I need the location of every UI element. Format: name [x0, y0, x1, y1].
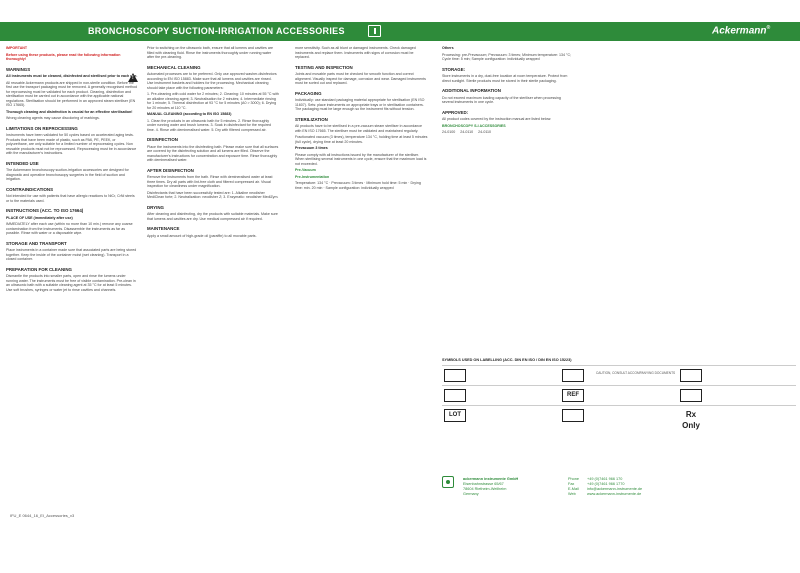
lot-icon: LOT	[444, 409, 466, 422]
sterilization-text: All products have to be sterilised in a pre-vacuum steam steriliser in accordance with EN ISO 17665. The steriliser must be validated and maintained regularly.	[295, 124, 423, 133]
footer-contact-values	[587, 477, 642, 497]
phone-label: Phone	[568, 477, 579, 481]
product-code: 24-0110	[478, 130, 492, 134]
product-code: 24-0100	[442, 130, 456, 134]
sterilization-params: Temperature: 134 °C · Prevacuum: 3 times · Minimum hold time: 5 min · Drying time: min. 20 min · Sample configuration: individually wrapped	[295, 181, 421, 190]
product-line: BRONCHOSCOPY S-I ACCESSORIES	[442, 123, 506, 128]
company-name: ackermann instrumente GmbH	[463, 477, 519, 481]
maintenance-heading: MAINTENANCE	[147, 226, 180, 231]
storage-transport-heading: STORAGE AND TRANSPORT	[6, 240, 67, 246]
approved-text: All product codes covered by the instruction manual are listed below:	[442, 117, 552, 121]
intended-use-heading: INTENDED USE	[6, 160, 39, 166]
symbol-label: CAUTION, CONSULT ACCOMPANYING DOCUMENTS	[596, 371, 676, 375]
preparation-heading: PREPARATION FOR CLEANING	[6, 266, 72, 272]
symbol-cell	[442, 365, 560, 385]
disinfection-heading: DISINFECTION	[147, 137, 178, 142]
column-3	[295, 46, 429, 512]
col2-intro: Prior to switching on the ultrasonic bath, ensure that all lumens and cavities are filled with cleaning fluid. Rinse the instruments thoroughly under running water after the pre-cleaning.	[147, 46, 274, 59]
mechanical-cleaning-text: Automated processes are to be preferred. Only use approved washer-disinfectors according to EN ISO 15883. Make sure that all lumens and cavities are rinsed. Use instrument baskets and holders for the processing. Mechanical cleaning should take place with the following parameters:	[147, 72, 277, 90]
symbol-cell	[560, 405, 678, 425]
disinfection-text: Place the instruments into the disinfecting bath. Please make sure that all surfaces are covered by the disinfecting solution and all lumens are filled. Observe the manufacturer's instructions for concentration and exposure time. Rinse thoroughly with demineralised water.	[147, 144, 279, 162]
rx-only-icon: Rx Only	[682, 410, 700, 430]
warning-triangle-icon	[128, 73, 138, 82]
non-sterile-icon	[680, 369, 702, 382]
packaging-heading: PACKAGING	[295, 90, 322, 96]
web-label: Web	[568, 492, 576, 496]
symbols-table	[442, 358, 796, 430]
limitations-heading: LIMITATIONS ON REPROCESSING	[6, 125, 78, 131]
others-text: Processing: pre-Prevacuum; Prevacuum: 3 times; Minimum temperature: 134 °C; Cycle time: 5 min; Sample configuration: individually wrapped	[442, 52, 572, 61]
fax-label: Fax	[568, 482, 575, 486]
prevacuum-label: Prevacuum 3 times	[295, 146, 328, 150]
company-city: 78604 Rietheim-Weilheim	[463, 487, 507, 491]
limitations-text: Instruments have been validated for 50 cycles based on accelerated aging tests. Products that have been made of plastic, such as PA6, PE, PEEK, or polyurethane, are only suitable for a limited number of reprocessing cycles. Non reusable products must not be reprocessed. Reprocessing must be in accordance with the manufacturer's instructions.	[6, 133, 137, 155]
ref-icon: REF	[562, 389, 584, 402]
storage-heading: STORAGE:	[442, 66, 466, 72]
additional-info-heading: ADDITIONAL INFORMATION	[442, 88, 501, 93]
brand-logo: Ackermann®	[712, 25, 771, 37]
after-disinfection-text: Remove the instruments from the bath. Rinse with demineralised water at least three times. Dry all parts with lint-free cloth and filtered compressed air. Visual inspection for cleanliness under magnification.	[147, 175, 273, 188]
contraindications-text: Not intended for use with patients that have allergic reactions to NiCr, CrNi steels or to the materials used.	[6, 194, 135, 203]
warnings-text-2: Wrong cleaning agents may cause discoloring of markings.	[6, 116, 100, 120]
header-bar	[0, 22, 800, 41]
manual-cleaning-label: MANUAL CLEANING (according to EN ISO 15883)	[147, 112, 232, 116]
preparation-text: Dismantle the products into smaller parts, open and rinse the lumens under running water. The instruments must be free of visible contamination. Pre-clean in an ultrasonic bath with a suitable cleaning agent at 35 °C for at least 5 minutes. Use soft brushes, syringes or water jet to rinse cavities and channels.	[6, 274, 136, 292]
approved-heading: APPROVED:	[442, 109, 469, 115]
keep-dry-icon	[680, 389, 702, 402]
packaging-text: Individually: use standard packaging material appropriate for sterilisation (EN ISO 11607). Sets: place instruments on appropriate trays or in sterilisation containers. The packaging must be large enough so the instrument fits without tension.	[295, 98, 425, 111]
mechanical-cleaning-heading: MECHANICAL CLEANING	[147, 64, 201, 70]
product-codes	[442, 130, 572, 135]
storage-text: Store instruments in a dry, dust-free location at room temperature. Protect from direct sunlight. Sterile products must be stored in their sterile packaging.	[442, 74, 568, 83]
important-label: IMPORTANT	[6, 46, 28, 50]
fax-value: +49 (0)7461 966 1770	[587, 482, 625, 486]
mechanical-cleaning-steps: 1. Pre-cleaning with cold water for 2 minutes; 2. Cleaning: 10 minutes at 55 °C with an alkaline cleaning agent; 3. Neutralisation for 2 minutes; 4. Intermediate rinsing for 1 minute; 5. Thermal disinfection at 93 °C for 5 minutes (A0 > 3000); 6. Drying for 20 minutes at 110 °C.	[147, 92, 279, 110]
symbol-cell	[560, 385, 678, 405]
important-text: Before using these products, please read the following information thoroughly!	[6, 52, 121, 61]
symbol-cell	[678, 365, 796, 385]
intended-use-text: The Ackermann bronchoscopy suction-irrigation accessories are designed for diagnostic and operative bronchoscopy surgeries in the field of suction and irrigation.	[6, 168, 129, 181]
caution-icon	[562, 369, 584, 382]
prevacuum-text: Please comply with all instructions issued by the manufacturer of the steriliser. When sterilising several instruments in one cycle, ensure that the maximum load is not exceeded.	[295, 152, 427, 166]
contraindications-heading: CONTRAINDICATIONS	[6, 186, 53, 192]
warnings-heading: WARNINGS	[6, 66, 31, 72]
point-of-use-text: IMMEDIATELY after each use (within no more than 10 min.) remove any coarse contamination from the instruments. Disassemble the instruments as far as possible. Rinse with water or a disposable wipe.	[6, 222, 133, 235]
email-label: E-Mail	[568, 487, 579, 491]
sterilization-heading: STERILIZATION	[295, 116, 328, 122]
product-code: 24-0110	[460, 130, 474, 134]
manual-book-icon	[368, 25, 381, 37]
column-1	[6, 46, 138, 512]
column-4	[442, 46, 572, 346]
symbols-grid	[442, 365, 796, 430]
company-country: Germany	[463, 492, 479, 496]
after-disinfection-text-2: Disinfectants that have been successfully tested are: 1. Alkaline neodisher MediClean forte; 2. Neutralization: neodisher Z; 3. Enzymatic: neodisher MediZym.	[147, 190, 279, 199]
storage-transport-text: Place instruments in a container made sure that associated parts are being stored together. Keep the inside of the container moist (wet cleaning). Transport in a closed container.	[6, 248, 137, 261]
warnings-text: All reusable Ackermann products are shipped in non-sterile condition. Before the first use the transport packaging must be removed. A generally recognised method for reprocessing must be validated for each product. Cleaning, disinfection and sterilisation must be carried out in accordance with the applicable national regulations. Sterilisation should be performed in an approved steam steriliser (EN ISO 17665).	[6, 80, 138, 107]
document-number: IFU_E 0644_16_EI_Accessories_v3	[10, 513, 75, 518]
point-of-use-label: PLACE OF USE (immediately after use)	[6, 215, 73, 220]
column-2	[147, 46, 279, 512]
phone-value: +49 (0)7461 966 170	[587, 477, 623, 481]
symbol-cell	[678, 405, 796, 430]
consult-instructions-icon	[444, 389, 466, 402]
warnings-bold-2: Thorough cleaning and disinfection is crucial for an effective sterilisation!	[6, 109, 133, 114]
warnings-bold: All instruments must be cleaned, disinfected and sterilised prior to each use.	[6, 74, 138, 78]
footer-contact-labels	[568, 477, 579, 497]
sterilization-text-2: Fractionated vacuum (3 times), temperature 134 °C, holding time at least 5 minutes (full cycle), drying time at least 20 minutes.	[295, 135, 428, 144]
drying-text: After cleaning and disinfecting, dry the products with suitable materials. Make sure that lumens and cavities are dry. Use medical compressed air if required.	[147, 212, 278, 221]
symbol-cell	[442, 405, 560, 425]
additional-info-text: Do not exceed maximum loading capacity of the steriliser when processing several instruments in one cycle.	[442, 95, 561, 104]
manufacturer-icon	[444, 369, 466, 382]
symbol-cell	[678, 385, 796, 405]
ce-mark-icon	[562, 409, 584, 422]
company-logo-icon	[442, 476, 454, 488]
green-label-1: Pre-Vacuum	[295, 168, 316, 172]
others-label: Others	[442, 46, 454, 50]
drying-heading: DRYING	[147, 204, 164, 210]
after-disinfection-heading: AFTER DISINFECTION	[147, 167, 194, 173]
symbols-heading: SYMBOLS USED ON LABELLING (ACC. DIN EN ISO / DIN EN ISO 15223)	[442, 358, 572, 362]
testing-text: Joints and movable parts must be checked for smooth function and correct alignment. Visually inspect for damage, corrosion and wear. Damaged instruments must be sorted out and replaced.	[295, 72, 426, 85]
testing-heading: TESTING AND INSPECTION	[295, 64, 353, 70]
instructions-heading: INSTRUCTIONS (ACC. TO ISO 17664)	[6, 208, 84, 213]
maintenance-text: Apply a small amount of high-grade oil (paraffin) to all movable parts.	[147, 233, 257, 238]
web-link[interactable]: www.ackermann-instrumente.de	[587, 492, 642, 496]
company-street: Eisenbahnstrasse 65/67	[463, 482, 504, 486]
col3-intro: more sensitivity. Such as all blunt or damaged instruments. Check damaged instruments and replace them. Instruments with signs of corrosion must be replaced.	[295, 46, 416, 59]
green-label-2: Pre-Instrumentation	[295, 174, 330, 179]
page-title: BRONCHOSCOPY SUCTION-IRRIGATION ACCESSORIES	[88, 26, 345, 36]
symbol-cell	[560, 365, 678, 385]
footer-address	[463, 477, 518, 497]
symbol-cell	[442, 385, 560, 405]
email-link[interactable]: info@ackermann-instrumente.de	[587, 487, 643, 491]
manual-cleaning-text: 1. Clean the products in an ultrasonic bath for 5 minutes. 2. Rinse thoroughly under running water and brush lumens. 3. Soak in disinfectant for the required time. 4. Rinse with demineralised water. 5. Dry with filtered compressed air.	[147, 118, 272, 132]
